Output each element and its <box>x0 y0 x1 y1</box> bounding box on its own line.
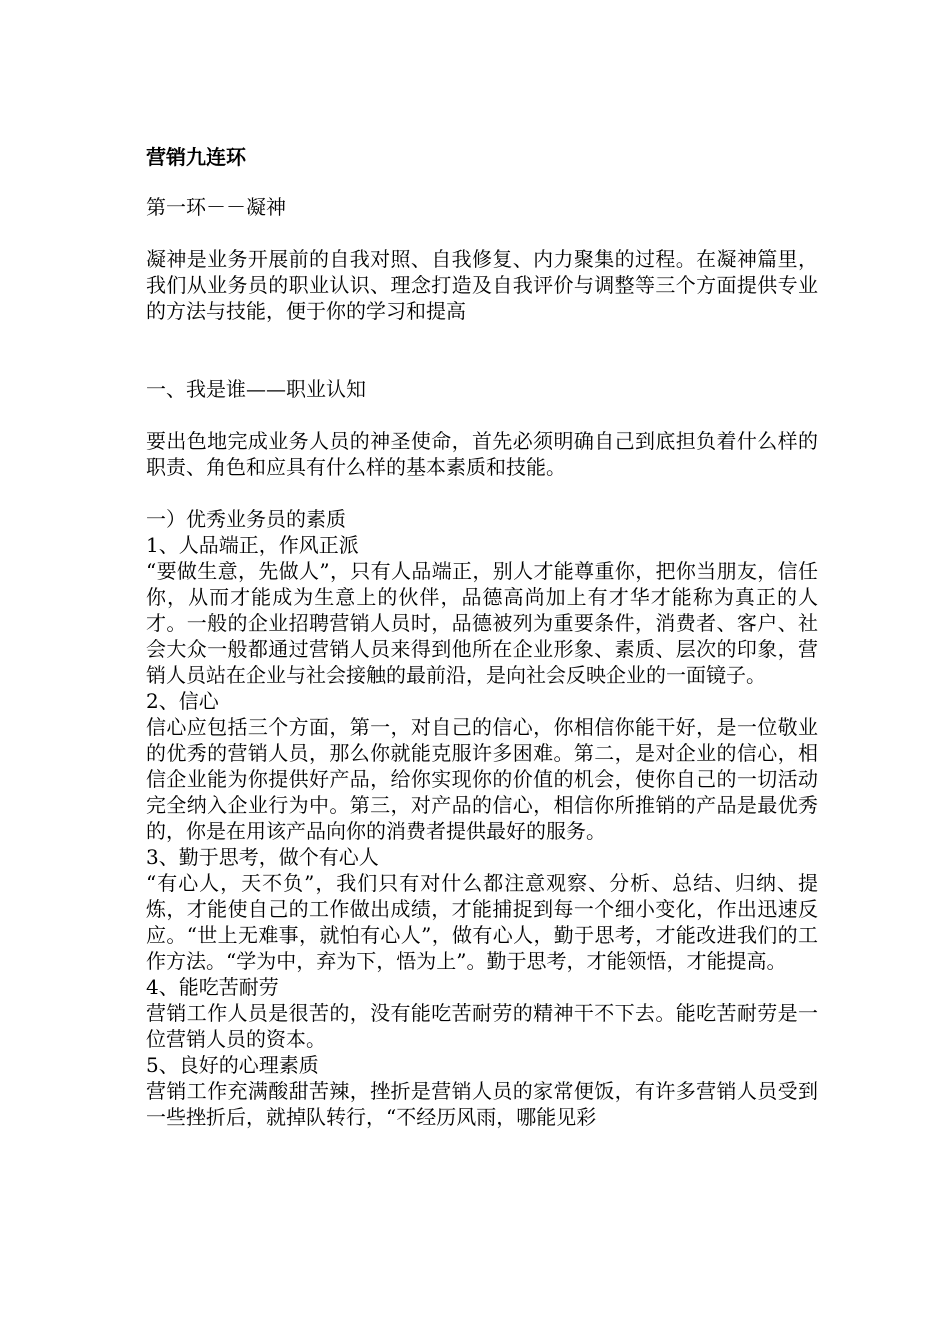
spacer <box>146 220 818 246</box>
item-heading: 4、能吃苦耐劳 <box>146 975 279 999</box>
item-paragraph: 营销工作充满酸甜苦辣，挫折是营销人员的家常便饭，有许多营销人员受到一些挫折后，就掉队转行，“不经历风雨，哪能见彩 <box>146 1079 818 1129</box>
section-heading: 第一环－－凝神 <box>146 195 286 219</box>
item-heading: 1、人品端正，作风正派 <box>146 533 359 557</box>
item-paragraph: 营销工作人员是很苦的，没有能吃苦耐劳的精神干不下去。能吃苦耐劳是一位营销人员的资本。 <box>146 1001 818 1051</box>
subsection-heading: 一）优秀业务员的素质 <box>146 507 346 531</box>
document-page <box>146 142 818 1130</box>
item-heading: 3、勤于思考，做个有心人 <box>146 845 379 869</box>
spacer <box>146 402 818 428</box>
spacer <box>146 324 818 376</box>
item-paragraph: “要做生意，先做人”，只有人品端正，别人才能尊重你，把你当朋友，信任你，从而才能成为生意上的伙伴，品德高尚加上有才华才能称为真正的人才。一般的企业招聘营销人员时，品德被列为重要条件，消费者、客户、社会大众一般都通过营销人员来得到他所在企业形象、素质、层次的印象，营销人员站在企业与社会接触的最前沿，是向社会反映企业的一面镜子。 <box>146 559 818 687</box>
document-title: 营销九连环 <box>146 145 246 169</box>
item-heading: 2、信心 <box>146 689 219 713</box>
chapter-paragraph: 要出色地完成业务人员的神圣使命，首先必须明确自己到底担负着什么样的职责、角色和应具有什么样的基本素质和技能。 <box>146 429 818 479</box>
intro-paragraph: 凝神是业务开展前的自我对照、自我修复、内力聚集的过程。在凝神篇里，我们从业务员的职业认识、理念打造及自我评价与调整等三个方面提供专业的方法与技能，便于你的学习和提高 <box>146 247 818 323</box>
item-paragraph: “有心人，天不负”，我们只有对什么都注意观察、分析、总结、归纳、提炼，才能使自己的工作做出成绩，才能捕捉到每一个细小变化，作出迅速反应。“世上无难事，就怕有心人”，做有心人，勤于思考，才能改进我们的工作方法。“学为中，弃为下，悟为上”。勤于思考，才能领悟，才能提高。 <box>146 871 818 973</box>
chapter-heading: 一、我是谁——职业认知 <box>146 377 366 401</box>
item-heading: 5、良好的心理素质 <box>146 1053 319 1077</box>
spacer <box>146 480 818 506</box>
item-paragraph: 信心应包括三个方面，第一，对自己的信心，你相信你能干好，是一位敬业的优秀的营销人员，那么你就能克服许多困难。第二，是对企业的信心，相信企业能为你提供好产品，给你实现你的价值的机会，使你自己的一切活动完全纳入企业行为中。第三，对产品的信心，相信你所推销的产品是最优秀的，你是在用该产品向你的消费者提供最好的服务。 <box>146 715 818 843</box>
